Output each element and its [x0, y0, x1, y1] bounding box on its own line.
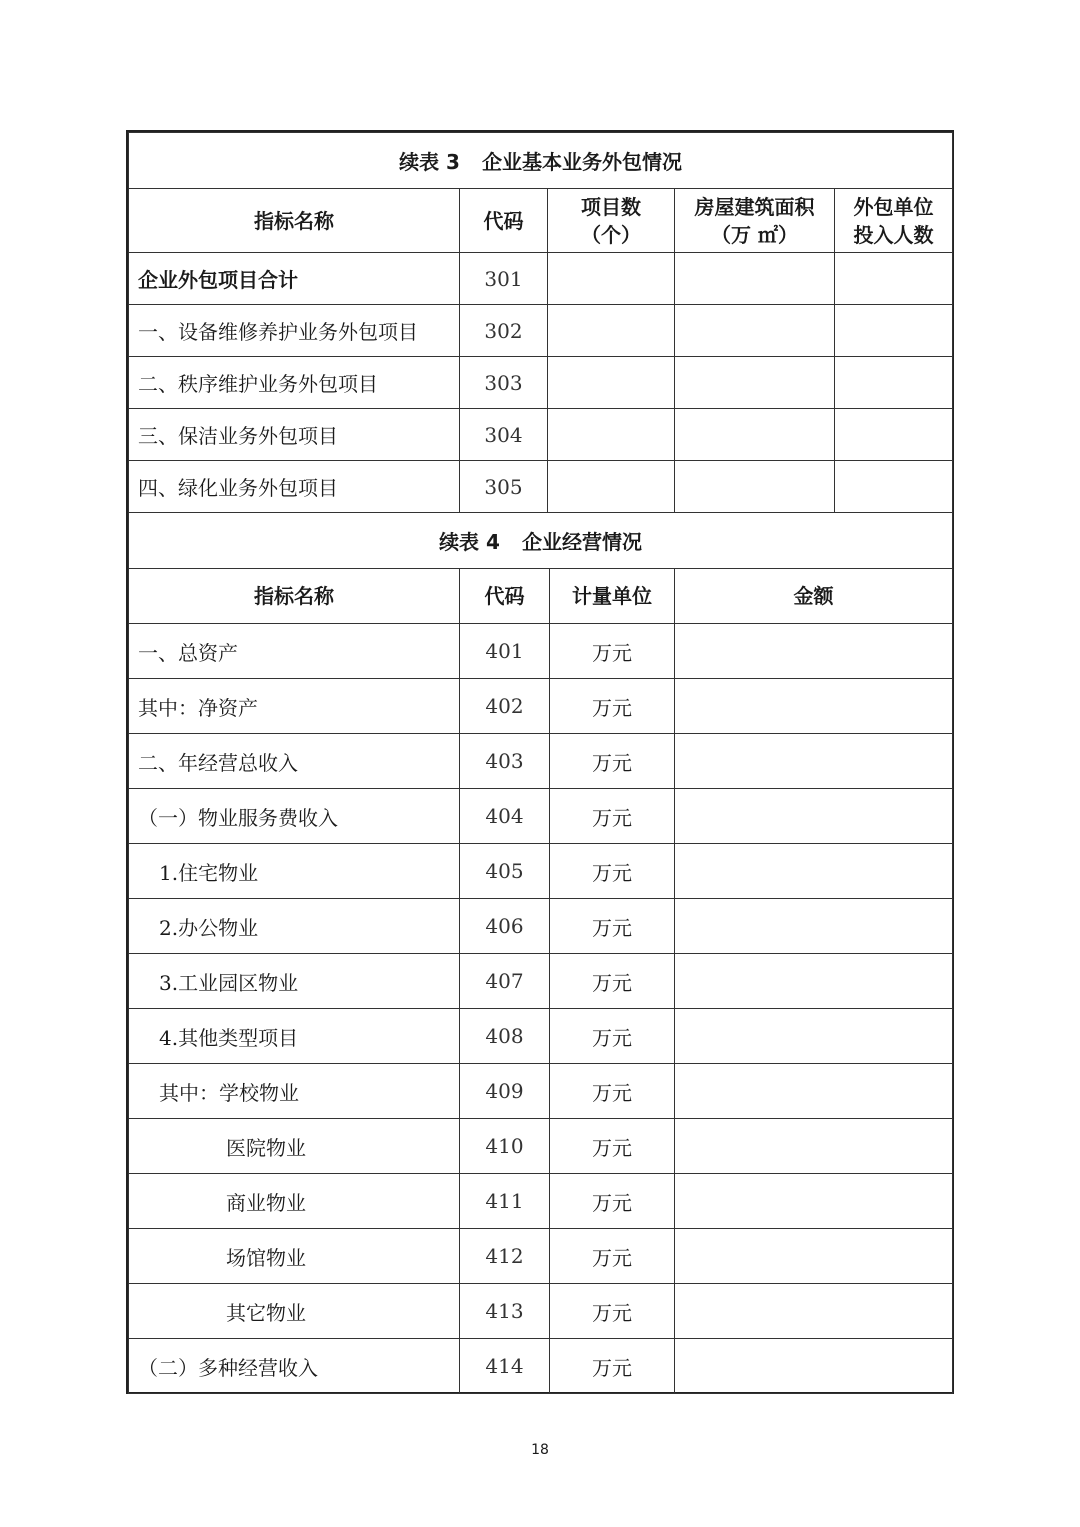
- table-row: [129, 1009, 953, 1064]
- row-unit: 万元: [550, 954, 675, 1009]
- row-name: 医院物业: [129, 1119, 460, 1174]
- row-code: 405: [460, 844, 550, 899]
- table-row: [129, 1174, 953, 1229]
- header-code: 代码: [460, 189, 548, 253]
- header-unit: 计量单位: [550, 569, 675, 624]
- table-operations: [128, 512, 953, 1394]
- table-row: [129, 1119, 953, 1174]
- staff-count-cell[interactable]: [835, 253, 953, 305]
- amount-cell[interactable]: [675, 1229, 953, 1284]
- project-count-cell[interactable]: [548, 357, 675, 409]
- table-outsourcing: [128, 132, 953, 513]
- row-name: 2.办公物业: [129, 899, 460, 954]
- table4-caption-row: [129, 513, 953, 569]
- row-unit: 万元: [550, 789, 675, 844]
- amount-cell[interactable]: [675, 1174, 953, 1229]
- table-row: [129, 1064, 953, 1119]
- row-name: 其它物业: [129, 1284, 460, 1339]
- row-unit: 万元: [550, 1229, 675, 1284]
- table-row: [129, 253, 953, 305]
- row-unit: 万元: [550, 1119, 675, 1174]
- amount-cell[interactable]: [675, 789, 953, 844]
- row-code: 412: [460, 1229, 550, 1284]
- row-code: 402: [460, 679, 550, 734]
- row-code: 404: [460, 789, 550, 844]
- row-code: 411: [460, 1174, 550, 1229]
- project-count-cell[interactable]: [548, 305, 675, 357]
- row-name: 其中：净资产: [129, 679, 460, 734]
- row-code: 302: [460, 305, 548, 357]
- table-row: [129, 1339, 953, 1394]
- row-unit: 万元: [550, 1009, 675, 1064]
- building-area-cell[interactable]: [675, 409, 835, 461]
- staff-count-cell[interactable]: [835, 409, 953, 461]
- table-row: [129, 844, 953, 899]
- row-name: （一）物业服务费收入: [129, 789, 460, 844]
- row-unit: 万元: [550, 1339, 675, 1394]
- table-row: [129, 679, 953, 734]
- amount-cell[interactable]: [675, 734, 953, 789]
- row-code: 403: [460, 734, 550, 789]
- amount-cell[interactable]: [675, 1284, 953, 1339]
- statistics-form-sheet: [126, 130, 954, 1394]
- building-area-cell[interactable]: [675, 357, 835, 409]
- table4-caption-number: 续表 4: [439, 530, 500, 554]
- row-name: 一、总资产: [129, 624, 460, 679]
- table4-caption-title: 企业经营情况: [521, 530, 642, 554]
- amount-cell[interactable]: [675, 679, 953, 734]
- header-building-area: 房屋建筑面积 （万 ㎡）: [675, 189, 835, 253]
- table-row: [129, 954, 953, 1009]
- row-unit: 万元: [550, 844, 675, 899]
- project-count-cell[interactable]: [548, 409, 675, 461]
- header-indicator-name: 指标名称: [129, 569, 460, 624]
- building-area-cell[interactable]: [675, 461, 835, 513]
- header-code: 代码: [460, 569, 550, 624]
- project-count-cell[interactable]: [548, 461, 675, 513]
- row-name: 4.其他类型项目: [129, 1009, 460, 1064]
- row-code: 408: [460, 1009, 550, 1064]
- row-code: 401: [460, 624, 550, 679]
- amount-cell[interactable]: [675, 1064, 953, 1119]
- table-row: [129, 899, 953, 954]
- header-amount: 金额: [675, 569, 953, 624]
- table3-caption: [129, 133, 953, 189]
- row-unit: 万元: [550, 624, 675, 679]
- amount-cell[interactable]: [675, 899, 953, 954]
- table-row: [129, 461, 953, 513]
- row-unit: 万元: [550, 1284, 675, 1339]
- row-unit: 万元: [550, 1174, 675, 1229]
- header-outsourced-staff: 外包单位 投入人数: [835, 189, 953, 253]
- amount-cell[interactable]: [675, 1339, 953, 1394]
- row-name: 场馆物业: [129, 1229, 460, 1284]
- table-row: [129, 305, 953, 357]
- header-project-count: 项目数 （个）: [548, 189, 675, 253]
- row-code: 413: [460, 1284, 550, 1339]
- project-count-cell[interactable]: [548, 253, 675, 305]
- amount-cell[interactable]: [675, 624, 953, 679]
- building-area-cell[interactable]: [675, 253, 835, 305]
- building-area-cell[interactable]: [675, 305, 835, 357]
- row-code: 406: [460, 899, 550, 954]
- row-name: 三、保洁业务外包项目: [129, 409, 460, 461]
- table3-caption-title: 企业基本业务外包情况: [481, 150, 682, 174]
- table-row: [129, 1229, 953, 1284]
- staff-count-cell[interactable]: [835, 357, 953, 409]
- row-code: 407: [460, 954, 550, 1009]
- row-name: 3.工业园区物业: [129, 954, 460, 1009]
- row-unit: 万元: [550, 899, 675, 954]
- header-indicator-name: 指标名称: [129, 189, 460, 253]
- row-name: 1.住宅物业: [129, 844, 460, 899]
- row-unit: 万元: [550, 1064, 675, 1119]
- row-code: 305: [460, 461, 548, 513]
- row-name: 二、秩序维护业务外包项目: [129, 357, 460, 409]
- table-row: [129, 357, 953, 409]
- row-name: 一、设备维修养护业务外包项目: [129, 305, 460, 357]
- row-name: 其中：学校物业: [129, 1064, 460, 1119]
- amount-cell[interactable]: [675, 954, 953, 1009]
- table-row: [129, 409, 953, 461]
- table3-caption-number: 续表 3: [399, 150, 460, 174]
- table-row: [129, 624, 953, 679]
- table-row: [129, 734, 953, 789]
- row-code: 304: [460, 409, 548, 461]
- row-code: 301: [460, 253, 548, 305]
- table3-caption-row: [129, 133, 953, 189]
- row-unit: 万元: [550, 734, 675, 789]
- table4-header-row: [129, 569, 953, 624]
- row-name: 企业外包项目合计: [129, 253, 460, 305]
- row-code: 409: [460, 1064, 550, 1119]
- staff-count-cell[interactable]: [835, 305, 953, 357]
- row-unit: 万元: [550, 679, 675, 734]
- row-name: 二、年经营总收入: [129, 734, 460, 789]
- amount-cell[interactable]: [675, 844, 953, 899]
- row-name: 商业物业: [129, 1174, 460, 1229]
- row-name: （二）多种经营收入: [129, 1339, 460, 1394]
- table-row: [129, 789, 953, 844]
- page-number: 18: [531, 1442, 549, 1458]
- amount-cell[interactable]: [675, 1119, 953, 1174]
- table3-header-row: [129, 189, 953, 253]
- row-code: 414: [460, 1339, 550, 1394]
- row-code: 303: [460, 357, 548, 409]
- table4-caption: [129, 513, 953, 569]
- row-code: 410: [460, 1119, 550, 1174]
- amount-cell[interactable]: [675, 1009, 953, 1064]
- table-row: [129, 1284, 953, 1339]
- row-name: 四、绿化业务外包项目: [129, 461, 460, 513]
- staff-count-cell[interactable]: [835, 461, 953, 513]
